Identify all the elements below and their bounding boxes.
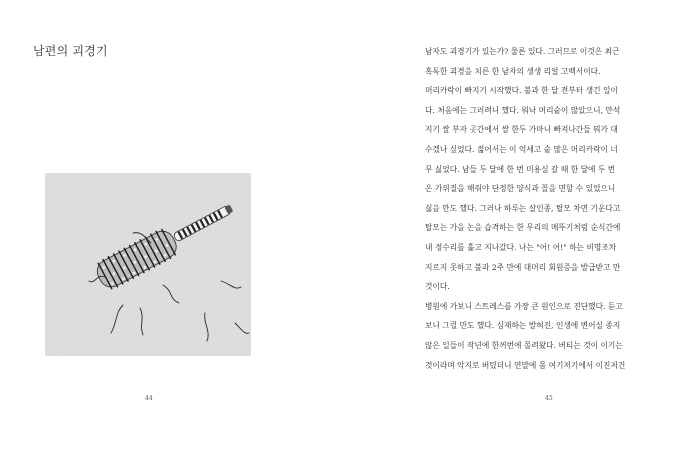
text-line: 병원에 가보니 스트레스를 가장 큰 원인으로 진단했다. 듣고	[425, 301, 623, 311]
text-line: 내 정수리를 훑고 지나갔다. 나는 "어! 어!" 하는 비명조차	[425, 242, 617, 252]
text-line: 수겠나 싶었다. 젊어서는 이 억세고 숱 많은 머리카락이 너	[425, 144, 618, 154]
text-line: 지르지 못하고 불과 2주 만에 대머리 회원증을 발급받고 만	[425, 262, 621, 272]
paragraph-1	[425, 42, 657, 81]
right-page	[350, 0, 700, 449]
text-line: 은 가위질을 해줘야 단정한 양식과 꼴을 면할 수 있었으니	[425, 184, 616, 194]
text-line: 무 싫었다. 남들 두 달에 한 번 미용실 갈 때 한 달에 두 번	[425, 164, 616, 174]
page-number-left: 44	[145, 395, 153, 402]
text-line: 탈모는 가을 논을 습격하는 한 무리의 메뚜기처럼 순식간에	[425, 223, 621, 233]
page-number-right: 45	[545, 395, 553, 402]
text-line: 머리카락이 빠지기 시작했다. 불과 한 달 전부터 생긴 일이	[425, 86, 618, 96]
text-line: 지기 쌀 부자 곳간에서 쌀 한두 가마니 빠져나간들 뭐가 대	[425, 125, 618, 135]
chapter-title: 남편의 괴경기	[33, 44, 108, 58]
hairbrush-illustration	[45, 173, 251, 356]
body-text	[425, 42, 657, 375]
text-line: 싫을 만도 했다. 그러나 하루는 살인종, 탈모 차면 기운다고	[425, 203, 621, 213]
text-line: 보니 그럴 만도 했다. 심재하는 발혀진, 인생에 변어실 종지	[425, 321, 621, 331]
paragraph-3	[425, 297, 657, 375]
text-line: 않은 일들이 작년에 한꺼번에 몰려왔다. 버티는 것이 이기는	[425, 340, 623, 350]
paragraph-2	[425, 81, 657, 297]
text-line: 것이라며 악지로 버텼더니 연말에 몸 여기저기에서 이진저건	[425, 360, 626, 370]
text-line: 것이다.	[425, 282, 450, 292]
text-line: 다. 처음에는 그러려니 했다. 워낙 머리숱이 많았으니, 만석	[425, 105, 621, 115]
text-line: 남자도 괴경기가 있는가? 물론 있다. 그러므로 이것은 최근	[425, 47, 620, 56]
text-line: 혹독한 괴경을 치른 한 남자의 생생 리얼 고백서이다.	[425, 66, 601, 76]
